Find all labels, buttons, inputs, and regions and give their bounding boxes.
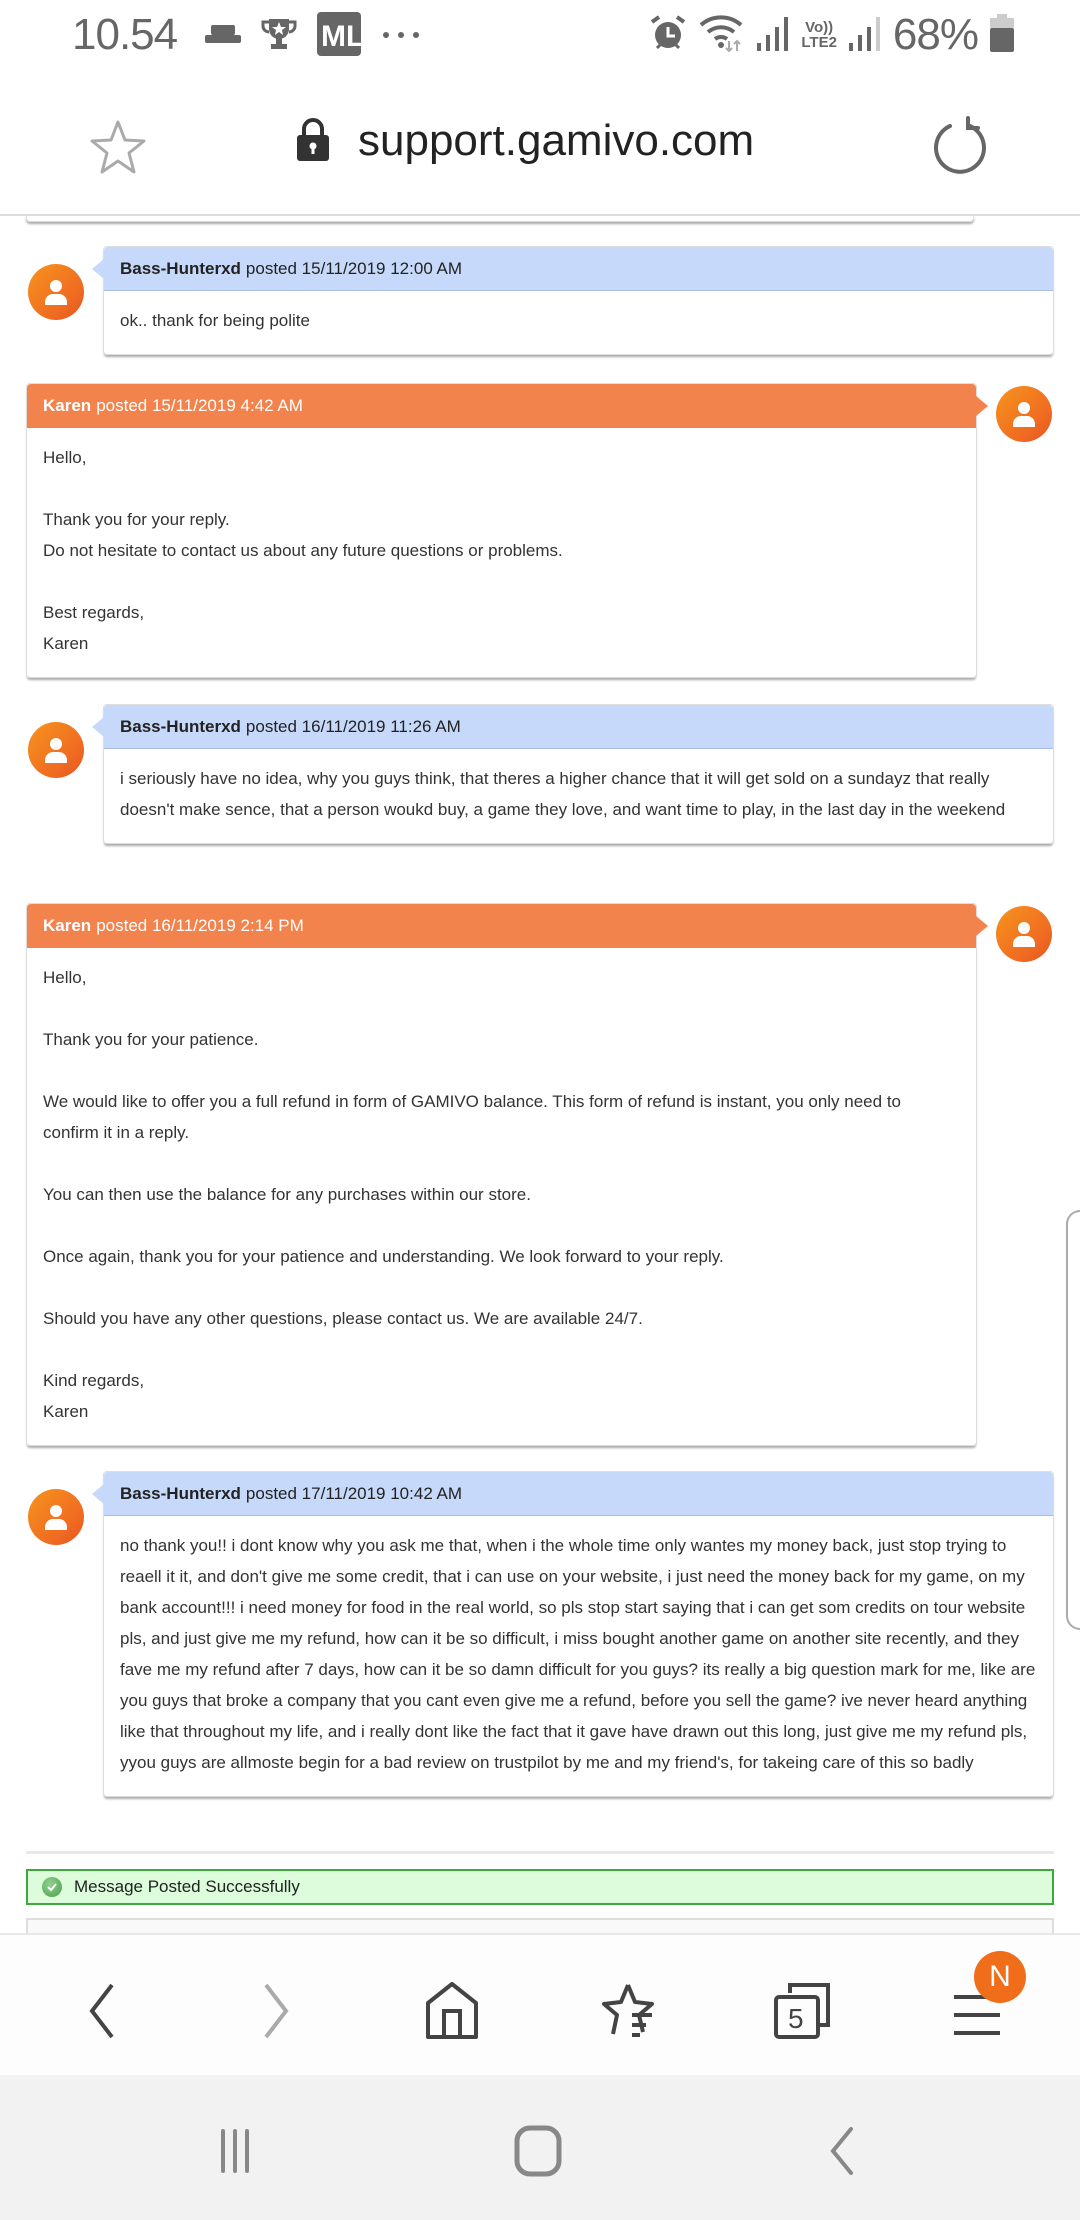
status-bar [0, 0, 1080, 70]
system-icons [649, 10, 1014, 60]
message-author: Karen [43, 396, 92, 415]
browser-toolbar [0, 1933, 1080, 2075]
message-card [103, 1471, 1054, 1797]
person-icon [43, 737, 69, 763]
message-timestamp: posted 15/11/2019 4:42 AM [96, 396, 303, 415]
notification-badge: N [974, 1951, 1026, 2003]
tabs-button[interactable] [762, 1971, 842, 2051]
status-time: 10.54 [72, 10, 178, 59]
message-user [0, 1471, 1080, 1831]
message-card [26, 383, 977, 678]
staff-avatar [996, 906, 1052, 962]
message-body: Hello, Thank you for your patience. We would like to offer you a full refund in form of GAMIVO balance. This form of refund is instant, you only need to confirm it in a reply. You can then use the balance for any purchases within our store. Once again, thank you for your patience and understanding. We look forward to your reply. Should you have any other questions, please contact us. We are available 24/7. Kind regards, Karen [43, 968, 901, 1421]
system-nav-bar [0, 2075, 1080, 2220]
volte-lte2-icon: Vo)) LTE2 [801, 19, 837, 51]
message-timestamp: posted 16/11/2019 2:14 PM [96, 916, 304, 935]
bookmark-star-button[interactable] [88, 118, 148, 178]
user-avatar [28, 1489, 84, 1545]
message-header [27, 904, 976, 948]
success-text: Message Posted Successfully [74, 1877, 300, 1896]
signal-icon [757, 15, 789, 56]
home-nav-button[interactable] [503, 2121, 573, 2181]
user-avatar [28, 722, 84, 778]
message-user [0, 246, 1080, 376]
message-timestamp: posted 15/11/2019 12:00 AM [245, 258, 463, 278]
person-icon [1011, 921, 1037, 947]
message-timestamp: posted 17/11/2019 10:42 AM [245, 1483, 463, 1503]
ml-app-icon [317, 12, 361, 61]
message-staff [0, 383, 1080, 683]
bookmarks-button[interactable] [588, 1971, 668, 2051]
previous-message-card-edge [26, 216, 974, 222]
success-alert [26, 1869, 1054, 1905]
svg-text:5: 5 [788, 2003, 804, 2034]
reload-button[interactable] [928, 116, 990, 178]
home-button[interactable] [412, 1971, 492, 2051]
battery-percent: 68% [892, 10, 978, 59]
message-author: Karen [43, 916, 92, 935]
back-nav-button[interactable] [806, 2121, 876, 2181]
divider [26, 1851, 1054, 1854]
check-circle-icon [42, 1877, 62, 1897]
message-author: Bass-Hunterxd [120, 1483, 241, 1503]
message-timestamp: posted 16/11/2019 11:26 AM [245, 716, 461, 736]
reply-box[interactable] [26, 1918, 1054, 1933]
user-avatar [28, 264, 84, 320]
message-staff [0, 903, 1080, 1463]
signal-2-icon [849, 15, 881, 56]
more-dots-icon [381, 27, 421, 45]
person-icon [1011, 401, 1037, 427]
recent-apps-button[interactable] [200, 2121, 270, 2181]
lock-icon [296, 117, 330, 166]
wifi-icon [699, 13, 745, 58]
forward-button[interactable] [236, 1971, 316, 2051]
url-field[interactable] [296, 116, 754, 166]
message-user [0, 704, 1080, 894]
notification-icons [205, 14, 421, 58]
message-card [103, 246, 1054, 355]
person-icon [43, 1504, 69, 1530]
message-card [103, 704, 1054, 844]
battery-icon [990, 14, 1014, 57]
ticket-thread [0, 216, 1080, 1933]
sofa-icon [205, 23, 241, 50]
trophy-icon [261, 16, 297, 57]
alarm-icon [649, 14, 687, 57]
person-icon [43, 279, 69, 305]
message-header [104, 247, 1053, 291]
message-header [104, 705, 1053, 749]
address-bar [0, 70, 1080, 216]
message-body: no thank you!! i dont know why you ask me that, when i the whole time only wantes my money back, just stop trying to reaell it it, and don't give me some credit, that i can use on your website, i just need the money back for my game, on my bank account!!! i need money for food in the real world, so pls stop start saying that i can get som credits on tour website pls, and just give me my refund, how can it be so difficult, i miss bought another game on another site recently, and they fave me my refund after 7 days, how can it be so damn difficult for you guys? its really a big question mark for me, like are you guys that broke a company that you cant even give me a refund, before you sell the game? ive never heard anything like that throughout my life, and i really dont like the fact that it gave have drawn out this long, just give me my refund pls, yyou guys are allmoste begin for a bad review on trustpilot by me and my friend's, for takeing care of this so badly [120, 1536, 1036, 1772]
message-card [26, 903, 977, 1446]
svg-text:ML: ML [321, 19, 361, 53]
message-header [104, 1472, 1053, 1516]
url-text: support.gamivo.com [358, 116, 755, 165]
message-body: Hello, Thank you for your reply. Do not hesitate to contact us about any future questions or problems. Best regards, Karen [43, 448, 563, 653]
back-button[interactable] [62, 1971, 142, 2051]
message-body: i seriously have no idea, why you guys think, that theres a higher chance that it will get sold on a sundayz that really doesn't make sence, that a person woukd buy, a game they love, and want time to play, in the last day in the weekend [120, 769, 1006, 819]
message-header [27, 384, 976, 428]
message-body: ok.. thank for being polite [120, 311, 310, 330]
message-author: Bass-Hunterxd [120, 258, 241, 278]
edge-panel-handle[interactable] [1066, 1210, 1080, 1630]
message-author: Bass-Hunterxd [120, 716, 241, 736]
staff-avatar [996, 386, 1052, 442]
